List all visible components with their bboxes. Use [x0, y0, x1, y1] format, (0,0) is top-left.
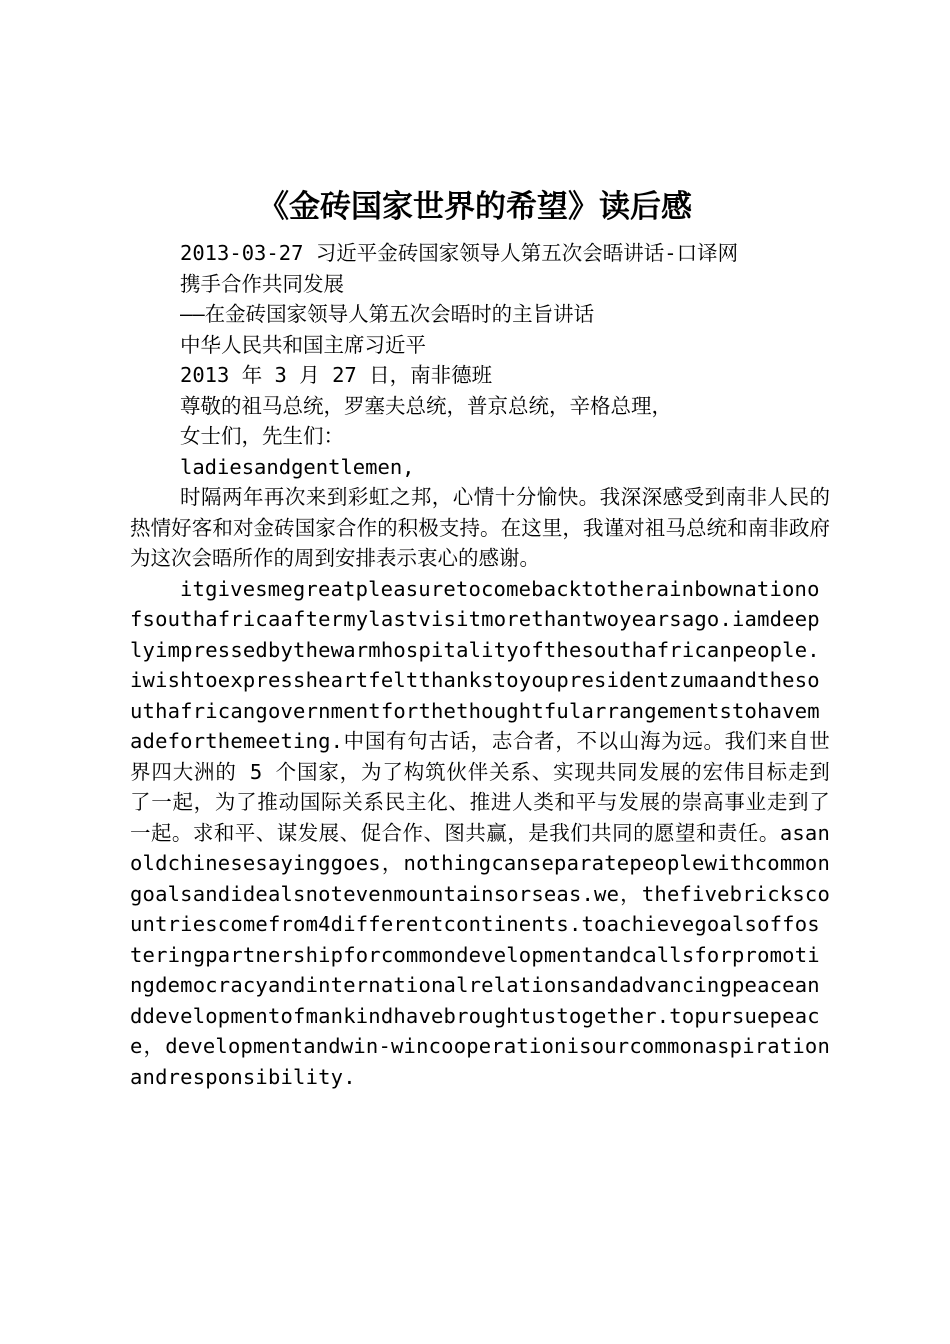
salutation-line: 尊敬的祖马总统，罗塞夫总统，普京总统，辛格总理， — [180, 393, 672, 418]
paragraph-2-en: itgivesmegreatpleasuretocomebacktotherainbownationofsouthafricaaftermylastvisitmorethantwoyearsago.iamdeeplyimpressedbythewarmhospitalityofthesouthafricanpeople.iwishtoexpressheartfeltthankstoyoupresidentzumaandthesouthafricangovernmentforthethoughtfularrangementstohavemadeforthemeeting. — [130, 576, 820, 753]
document-title: 《金砖国家世界的希望》读后感 — [258, 189, 692, 225]
paragraph-1-cn: 时隔两年再次来到彩虹之邦，心情十分愉快。我深深感受到南非人民的热情好客和对金砖国家合作的积极支持。在这里，我谨对祖马总统和南非政府为这次会晤所作的周到安排表示衷心的感谢。 — [130, 485, 830, 570]
document-body — [130, 238, 830, 1092]
paragraph-2 — [130, 574, 830, 1093]
speech-subheading: ——在金砖国家领导人第五次会晤时的主旨讲话 — [180, 302, 595, 326]
speech-heading: 携手合作共同发展 — [180, 271, 344, 296]
paragraph-2-cn: 中国有句古话，志合者，不以山海为远。我们来自世界四大洲的 5 个国家，为了构筑伙伴关系、实现共同发展的宏伟目标走到了一起，为了推动国际关系民主化、推进人类和平与发展的崇高事业走到了一起。求和平、谋发展、促合作、图共赢，是我们共同的愿望和责任。 — [130, 729, 830, 845]
date-place-line: 2013 年 3 月 27 日，南非德班 — [180, 363, 493, 387]
speaker-line: 中华人民共和国主席习近平 — [180, 332, 426, 357]
source-line: 2013-03-27 习近平金砖国家领导人第五次会晤讲话-口译网 — [180, 241, 739, 265]
greeting-en-line: ladiesandgentlemen, — [180, 454, 415, 479]
greeting-cn-line: 女士们，先生们： — [180, 424, 344, 448]
paragraph-2-en-continued: asanoldchinesesayinggoes，nothingcanseparatepeoplewithcommongoalsandidealsnotevenmountainsorseas.we，thefivebrickscountriescomefrom4differentcontinents.toachievegoalsoffosteringpartnershipforcommondevelopmentandcallsforpromotingdemocracyandinternationalrelationsandadvancingpeaceanddevelopmentofmankindhavebroughtustogether.topursuepeace，developmentandwin-wincooperationisourcommonaspirationandresponsibility. — [130, 820, 830, 1089]
